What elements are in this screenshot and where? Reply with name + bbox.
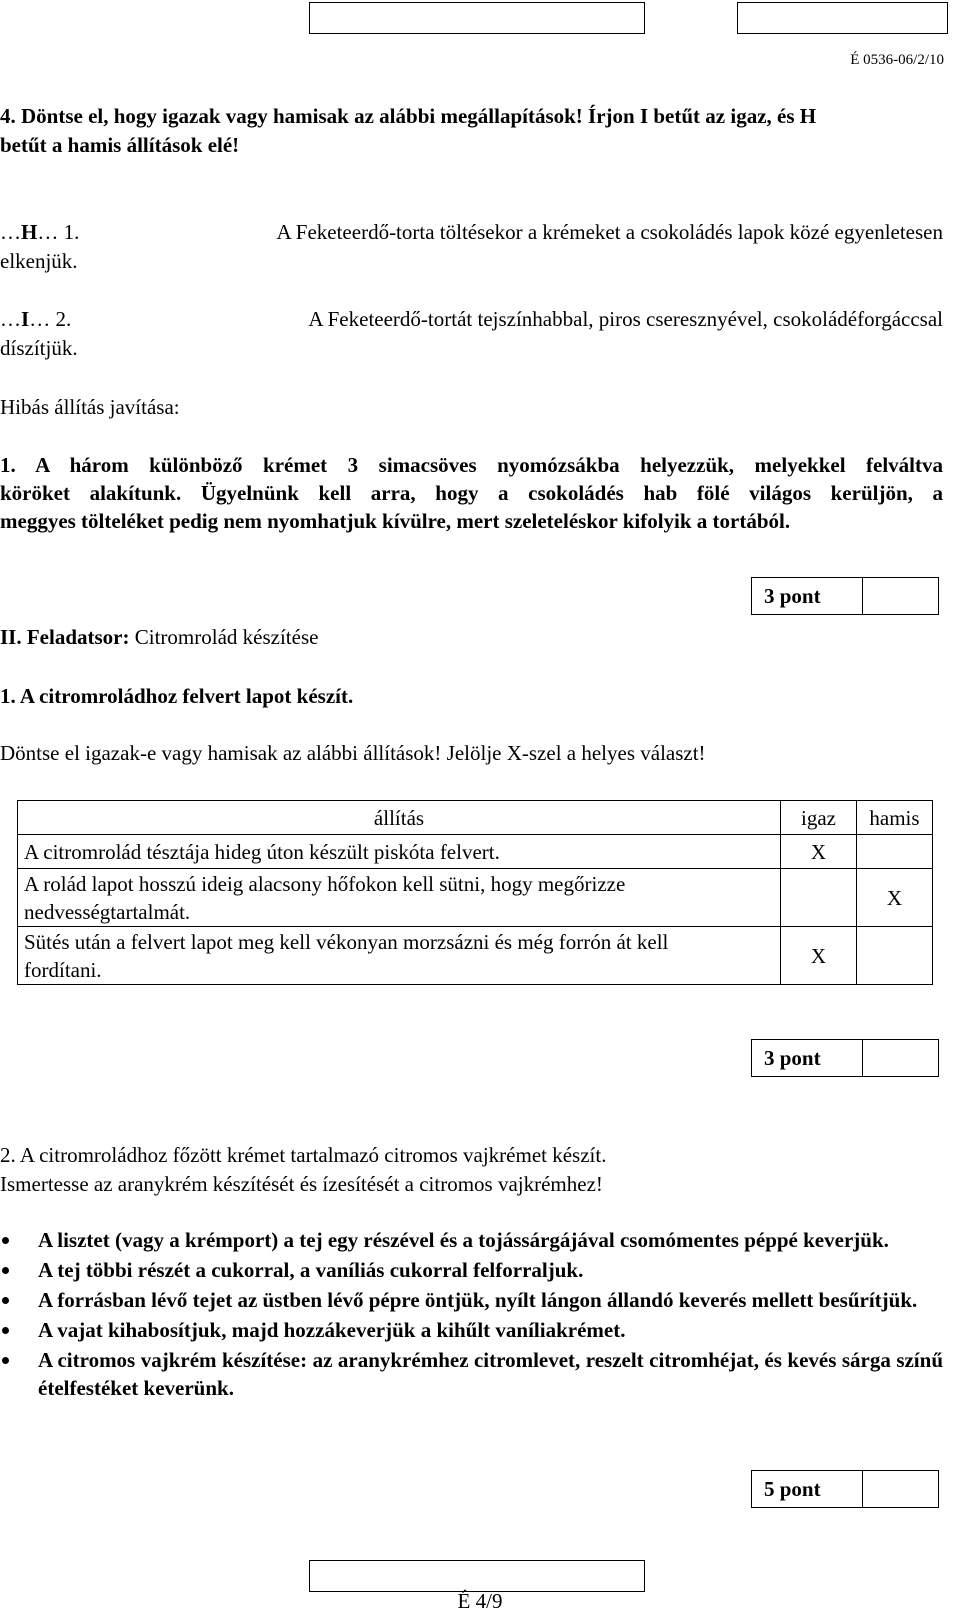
- section2-title-prefix: II. Feladatsor:: [0, 625, 130, 649]
- correction-line-2: köröket alakítunk. Ügyelnünk kell arra, hogy a csokoládés hab fölé világos kerüljön, a: [0, 481, 943, 505]
- list-item: [0, 1346, 943, 1402]
- points-label: 3 pont: [764, 584, 821, 608]
- points-divider: [862, 1040, 863, 1076]
- q2-title: [0, 1141, 606, 1170]
- section2-title: [0, 623, 318, 652]
- q2-instruction: Ismertesse az aranykrém készítését és ízesítését a citromos vajkrémhez!: [0, 1172, 603, 1196]
- q1-points-box: [751, 1039, 939, 1077]
- correction-label: Hibás állítás javítása:: [0, 395, 180, 419]
- q4-item2: [0, 305, 943, 334]
- col-header-false: hamis: [857, 801, 933, 835]
- item2-text: A Feketeerdő-tortát tejszínhabbal, piros cseresznyével, csokoládéforgáccsal: [308, 307, 943, 331]
- points-divider: [862, 578, 863, 614]
- points-label: 3 pont: [764, 1046, 821, 1070]
- bullet-icon: [2, 1267, 9, 1274]
- list-item-text: A citromos vajkrém készítése: az aranykrémhez citromlevet, reszelt citromhéjat, és kevés sárga színű ételfestéket keverünk.: [38, 1348, 943, 1400]
- bullet-icon: [2, 1357, 9, 1364]
- bullet-icon: [2, 1297, 9, 1304]
- table-row: [18, 869, 933, 927]
- statement-cell: A citromrolád tésztája hideg úton készült piskóta felvert.: [18, 835, 781, 869]
- item2-number: … 2.: [29, 307, 72, 331]
- table-row: [18, 835, 933, 869]
- col-header-true: igaz: [781, 801, 857, 835]
- list-item-text: A forrásban lévő tejet az üstben lévő pépre öntjük, nyílt lángon állandó keverés mellett besűrítjük.: [38, 1288, 918, 1312]
- q4-title: 4. Döntse el, hogy igazak vagy hamisak az alábbi megállapítások! Írjon I betűt az igaz, és H: [0, 104, 817, 128]
- item1-number: … 1.: [37, 220, 80, 244]
- q1-title: 1. A citromroládhoz felvert lapot készít.: [0, 684, 354, 708]
- false-cell[interactable]: [857, 927, 933, 985]
- col-header-statement: állítás: [18, 801, 781, 835]
- dots-before: …: [0, 307, 21, 331]
- bullet-list: [0, 1226, 943, 1402]
- q2-points-box: [751, 1470, 939, 1508]
- bullet-icon: [2, 1327, 9, 1334]
- list-item: [0, 1226, 943, 1254]
- true-false-table: [17, 800, 933, 985]
- statement-cell: Sütés után a felvert lapot meg kell vékonyan morzsázni és még forrón át kell fordítani.: [18, 927, 781, 985]
- q4-points-box: [751, 577, 939, 615]
- footer-box: [309, 1560, 645, 1592]
- correction-line-3: meggyes tölteléket pedig nem nyomhatjuk kívülre, mert szeleteléskor kifolyik a tortából.: [0, 509, 791, 533]
- doc-code: É 0536-06/2/10: [850, 52, 944, 68]
- table-header-row: [18, 801, 933, 835]
- header-box-left: [309, 2, 645, 34]
- false-cell[interactable]: [857, 835, 933, 869]
- list-item: [0, 1316, 943, 1344]
- q4-item1: [0, 218, 943, 247]
- correction-line-1: 1. A három különböző krémet 3 simacsöves nyomózsákba helyezzük, melyekkel felváltva: [0, 453, 943, 477]
- item2-answer: I: [21, 307, 30, 331]
- section2-title-rest: Citromrolád készítése: [129, 625, 319, 649]
- q1-instruction: Döntse el igazak-e vagy hamisak az alábbi állítások! Jelölje X-szel a helyes választ!: [0, 741, 706, 765]
- list-item-text: A vajat kihabosítjuk, majd hozzákeverjük a kihűlt vaníliakrémet.: [38, 1318, 626, 1342]
- item1-answer: H: [21, 220, 38, 244]
- item1-text: A Feketeerdő-torta töltésekor a krémeket a csokoládés lapok közé egyenletesen: [276, 220, 943, 244]
- list-item: [0, 1286, 943, 1314]
- points-label: 5 pont: [764, 1477, 821, 1501]
- page-number: É 4/9: [457, 1589, 503, 1613]
- header-box-right: [737, 2, 948, 34]
- list-item-text: A tej többi részét a cukorral, a vaníliás cukorral felforraljuk.: [38, 1258, 584, 1282]
- table-row: [18, 927, 933, 985]
- statement-cell: A rolád lapot hosszú ideig alacsony hőfokon kell sütni, hogy megőrizze nedvességtartalmát.: [18, 869, 781, 927]
- q4-title-line2: betűt a hamis állítások elé!: [0, 133, 240, 157]
- points-divider: [862, 1471, 863, 1507]
- true-cell[interactable]: X: [781, 927, 857, 985]
- bullet-icon: [2, 1237, 9, 1244]
- correction-text: [0, 451, 943, 535]
- q4-item2-line2: díszítjük.: [0, 336, 78, 360]
- true-cell[interactable]: [781, 869, 857, 927]
- false-cell[interactable]: X: [857, 869, 933, 927]
- list-item-text: A lisztet (vagy a krémport) a tej egy részével és a tojássárgájával csomómentes péppé keverjük.: [38, 1228, 889, 1252]
- true-cell[interactable]: X: [781, 835, 857, 869]
- q2-title-text: 2. A citromroládhoz főzött krémet tartalmazó citromos vajkrémet készít.: [0, 1143, 607, 1167]
- list-item: [0, 1256, 943, 1284]
- dots-before: …: [0, 220, 21, 244]
- q4-item1-line2: elkenjük.: [0, 249, 78, 273]
